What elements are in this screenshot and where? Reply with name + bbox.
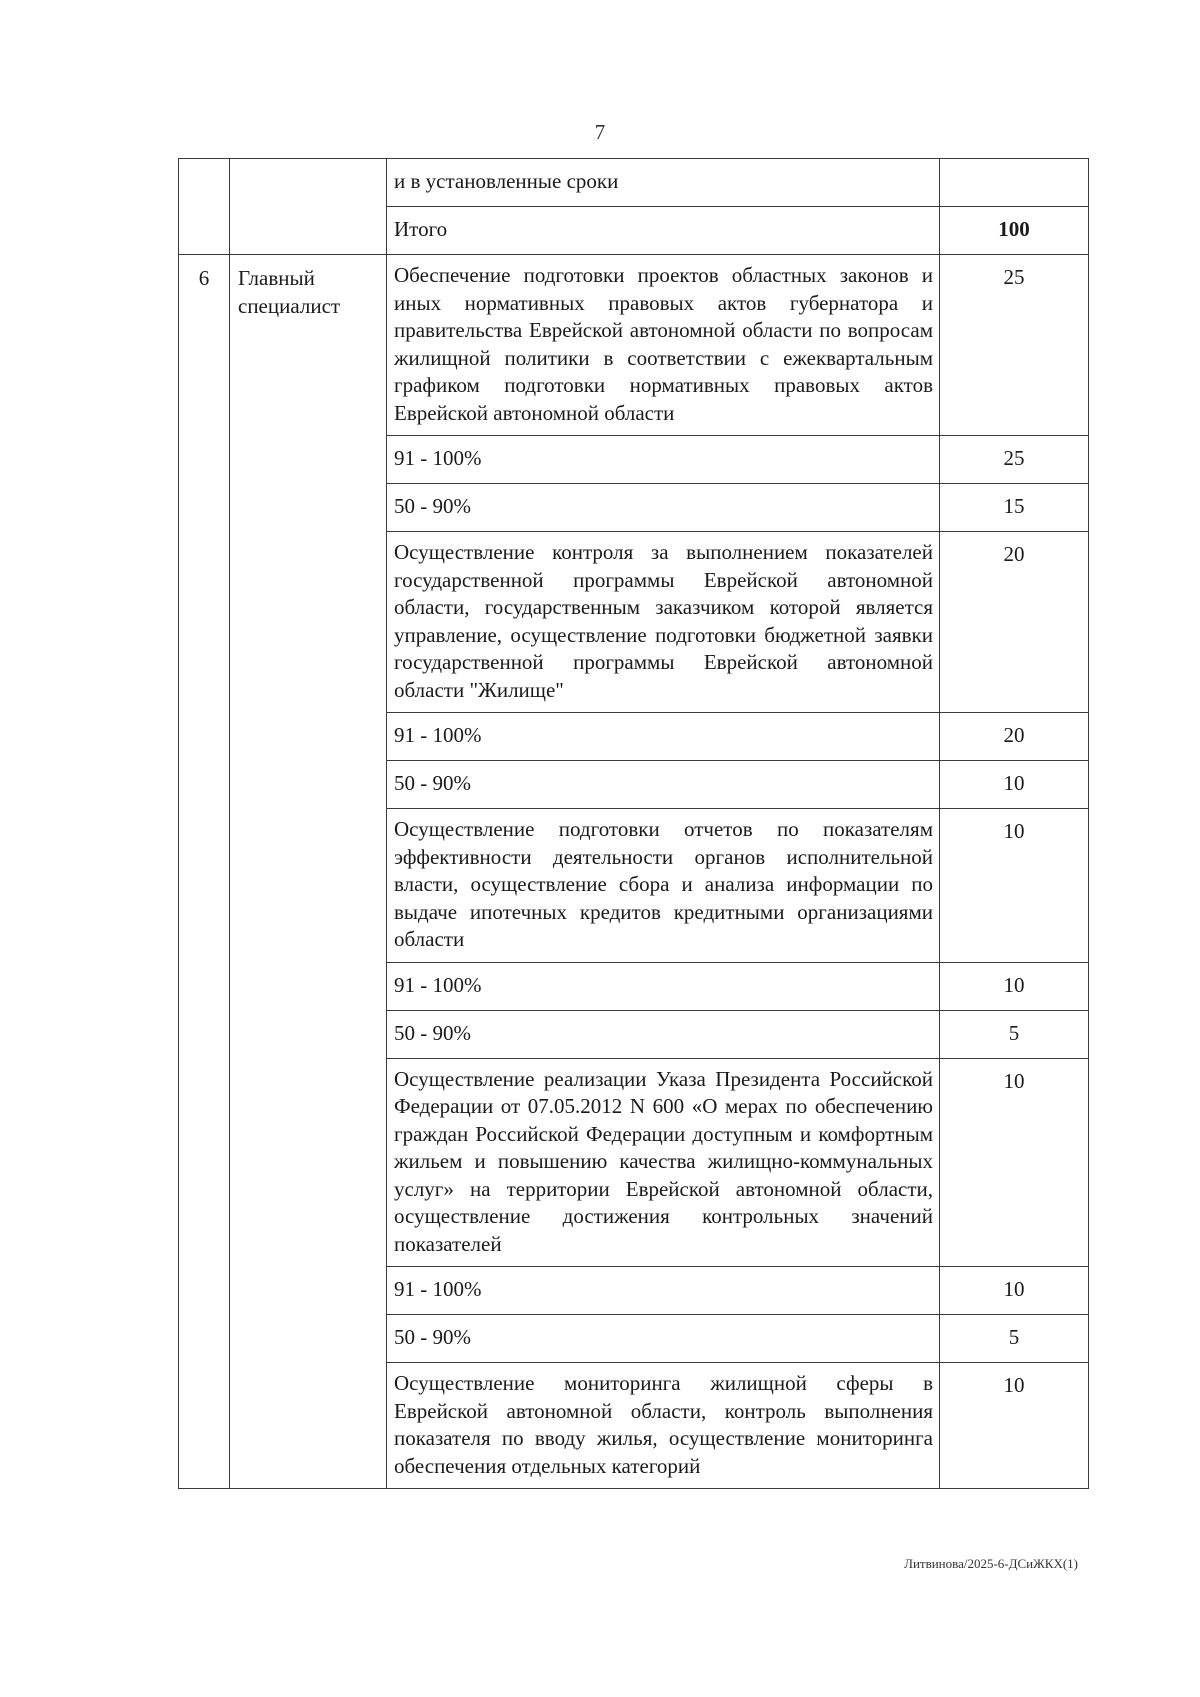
table-row	[179, 159, 1089, 207]
criterion-cell: Обеспечение подготовки проектов областных законов и иных нормативных правовых актов губернатора и правительства Еврейской автономной области по вопросам жилищной политики в соответствии с ежеквартальным графиком подготовки нормативных правовых актов Еврейской автономной области	[387, 255, 940, 436]
criterion-cell: Осуществление реализации Указа Президента Российской Федерации от 07.05.2012 N 600 «О мерах по обеспечению граждан Российской Федерации доступным и комфортным жильем и повышению качества жилищно-коммунальных услуг» на территории Еврейской автономной области, осуществление достижения контрольных значений показателей	[387, 1058, 940, 1267]
score-cell: 5	[940, 1010, 1089, 1058]
criterion-cell: 50 - 90%	[387, 1010, 940, 1058]
score-cell: 20	[940, 532, 1089, 713]
criterion-cell: 91 - 100%	[387, 1267, 940, 1315]
employee-number-cell: 6	[179, 255, 230, 1489]
score-cell: 10	[940, 1267, 1089, 1315]
document-reference: Литвинова/2025-6-ДСиЖКХ(1)	[904, 1556, 1078, 1571]
total-score-cell: 100	[940, 207, 1089, 255]
criterion-cell: 91 - 100%	[387, 962, 940, 1010]
criterion-cell: 91 - 100%	[387, 713, 940, 761]
score-cell: 10	[940, 962, 1089, 1010]
score-cell: 10	[940, 1363, 1089, 1489]
score-cell: 10	[940, 761, 1089, 809]
score-cell: 15	[940, 484, 1089, 532]
criterion-cell: 50 - 90%	[387, 761, 940, 809]
score-cell: 25	[940, 255, 1089, 436]
criterion-cell: Осуществление мониторинга жилищной сферы в Еврейской автономной области, контроль выполнения показателя по вводу жилья, осуществление мониторинга обеспечения отдельных категорий	[387, 1363, 940, 1489]
criterion-cell: 91 - 100%	[387, 436, 940, 484]
evaluation-table	[178, 158, 1089, 1489]
empty-position-cell	[230, 159, 387, 255]
criterion-cell: и в установленные сроки	[387, 159, 940, 207]
table-row	[179, 255, 1089, 436]
score-cell	[940, 159, 1089, 207]
score-cell: 5	[940, 1315, 1089, 1363]
score-cell: 10	[940, 809, 1089, 963]
criterion-cell: 50 - 90%	[387, 1315, 940, 1363]
page-number: 7	[594, 120, 606, 144]
score-cell: 25	[940, 436, 1089, 484]
employee-position-cell: Главный специалист	[230, 255, 387, 1489]
score-cell: 10	[940, 1058, 1089, 1267]
criterion-cell: 50 - 90%	[387, 484, 940, 532]
score-cell: 20	[940, 713, 1089, 761]
empty-number-cell	[179, 159, 230, 255]
criterion-cell: Осуществление контроля за выполнением показателей государственной программы Еврейской автономной области, государственным заказчиком которой является управление, осуществление подготовки бюджетной заявки государственной программы Еврейской автономной области "Жилище"	[387, 532, 940, 713]
criterion-cell: Осуществление подготовки отчетов по показателям эффективности деятельности органов исполнительной власти, осуществление сбора и анализа информации по выдаче ипотечных кредитов кредитными организациями области	[387, 809, 940, 963]
total-label-cell: Итого	[387, 207, 940, 255]
